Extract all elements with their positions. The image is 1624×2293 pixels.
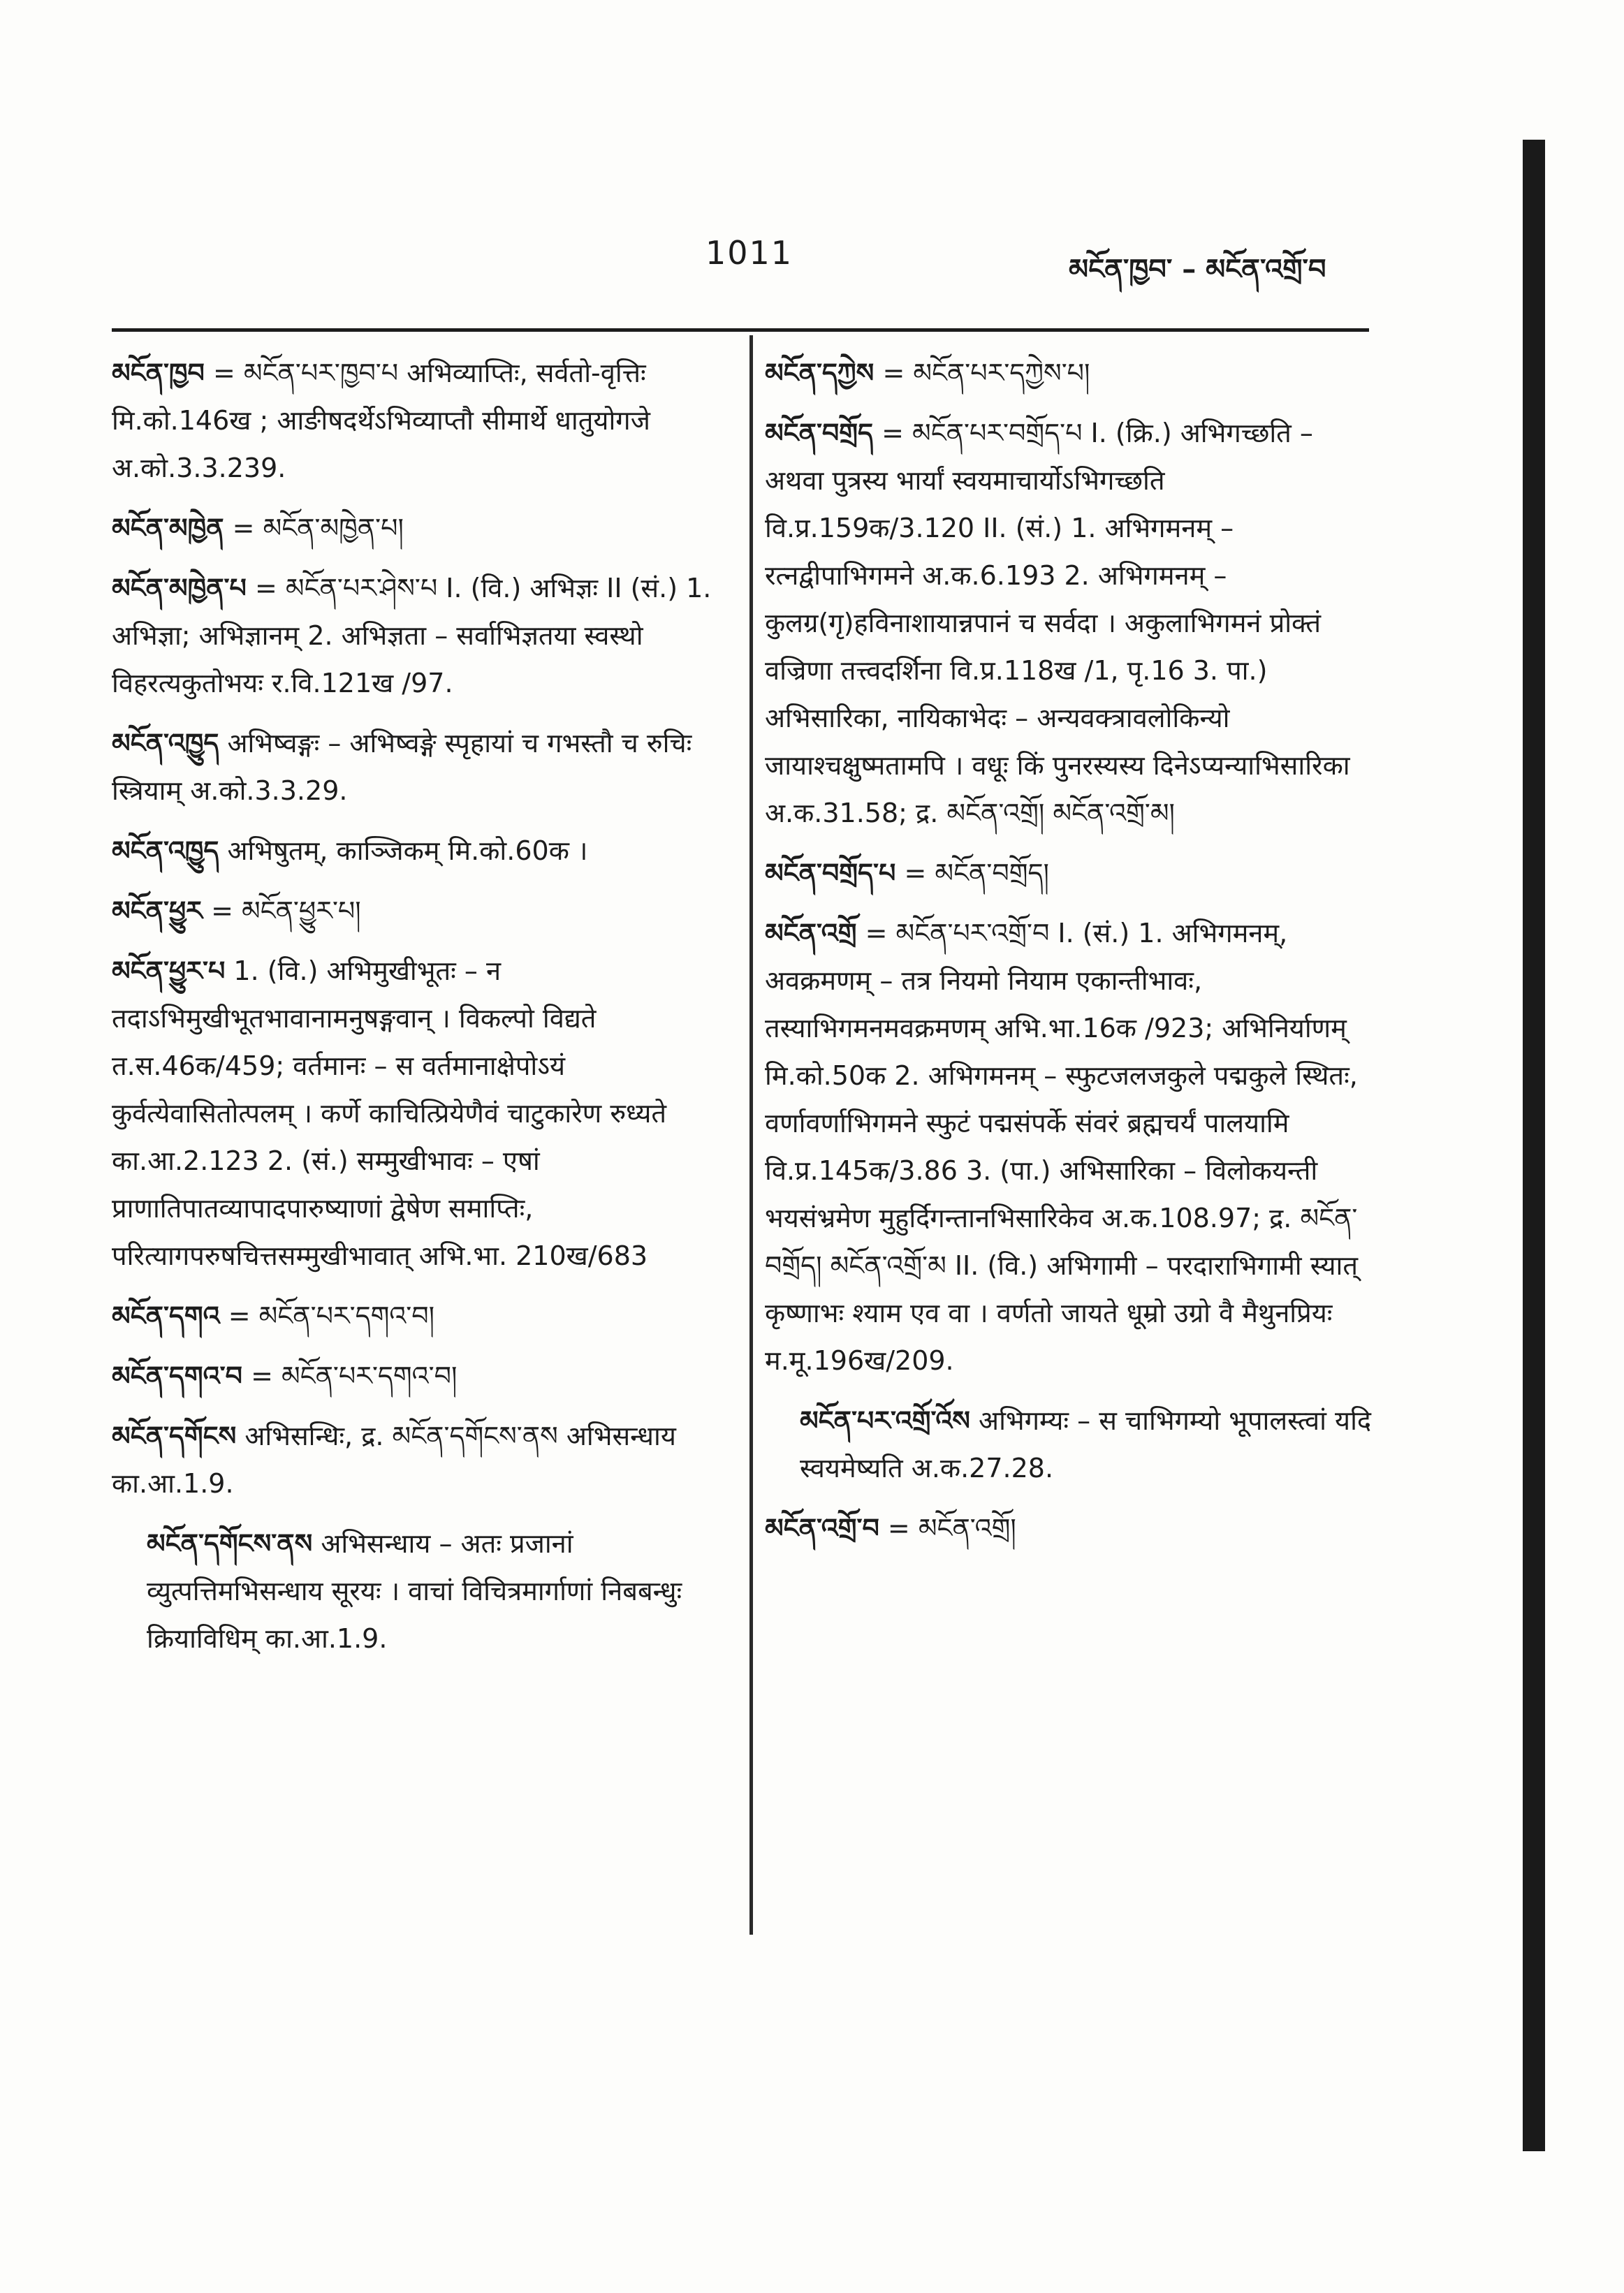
dictionary-entry	[112, 719, 719, 814]
entry-text: = མངོན་བགྲོད།	[904, 858, 1049, 888]
dictionary-entry	[112, 504, 719, 552]
entry-text: = མངོན་པར་ཤེས་པ I. (वि.) अभिज्ञः II (सं.) 1. अभिज्ञा; अभिज्ञानम् 2. अभिज्ञता – सर्वाभिज्ञतया स्वस्थो विहरत्यकुतोभयः र.वि.121ख /97.	[112, 573, 712, 698]
entry-headword: མངོན་འགྲོ་བ	[765, 1513, 879, 1544]
dictionary-entry	[765, 409, 1380, 837]
entry-headword: མངོན་མཁྱེན་པ	[112, 573, 247, 603]
dictionary-entry	[765, 849, 1380, 897]
entry-headword: མངོན་འགྲོ	[765, 918, 857, 948]
dictionary-entry	[765, 349, 1380, 397]
dictionary-entry	[112, 947, 719, 1280]
dictionary-entry	[112, 564, 719, 707]
entry-text: अभिगम्यः – स चाभिगम्यो भूपालस्त्वां यदि स्वयमेष्यति अ.क.27.28.	[800, 1405, 1372, 1484]
entry-text: अभिष्वङ्गः – अभिष्वङ्गे स्पृहायां च गभस्तौ च रुचिः स्त्रियाम् अ.को.3.3.29.	[112, 728, 692, 806]
dictionary-entry	[112, 1412, 719, 1507]
dictionary-entry	[765, 1397, 1380, 1492]
entry-headword: མངོན་འཁྱུད	[112, 728, 219, 759]
entry-text: अभिषुतम्, काञ्जिकम् मि.को.60क ।	[227, 835, 588, 866]
entry-text: = མངོན་པར་བགྲོད་པ I. (क्रि.) अभिगच्छति – अथवा पुत्रस्य भार्यां स्वयमाचार्योऽभिगच्छति वि.प्र.159क/3.120 II. (सं.) 1. अभिगमनम् – रत्नद्वीपाभिगमने अ.क.6.193 2. अभिगमनम् – कुलग्र(गृ)हविनाशायान्नपानं च सर्वदा । अकुलाभिगमनं प्रोक्तं वज्रिणा तत्त्वदर्शिना वि.प्र.118ख /1, पृ.16 3. पा.) अभिसारिका, नायिकाभेदः – अन्यवक्त्रावलोकिन्यो जायाश्चक्षुष्मतामपि । वधूः किं पुनरस्यस्य दिनेऽप्यन्याभिसारिका अ.क.31.58; द्र. མངོན་འགྲོ། མངོན་འགྲོ་མ།	[765, 418, 1350, 828]
entry-text: अभिसन्धिः, द्र. མངོན་དགོངས་ནས अभिसन्धाय का.आ.1.9.	[112, 1421, 676, 1499]
top-rule	[112, 328, 1369, 332]
entry-text: = མངོན་པར་འགྲོ་བ I. (सं.) 1. अभिगमनम्, अवक्रमणम् – तत्र नियमो नियाम एकान्तीभावः, तस्याभिगमनमवक्रमणम् अभि.भा.16क /923; अभिनिर्याणम् मि.को.50क 2. अभिगमनम् – स्फुटजलजकुले पद्मकुले स्थितः, वर्णावर्णाभिगमने स्फुटं पद्मसंपर्के संवरं ब्रह्मचर्यं पालयामि वि.प्र.145क/3.86 3. (पा.) अभिसारिका – विलोकयन्ती भयसंभ्रमेण मुहुर्दिगन्तानभिसारिकेव अ.क.108.97; द्र. མངོན་བགྲོད། མངོན་འགྲོ་མ II. (वि.) अभिगामी – परदाराभिगामी स्यात् कृष्णाभः श्याम एव वा । वर्णतो जायते धूम्रो उग्रो वै मैथुनप्रियः म.मू.196ख/209.	[765, 918, 1359, 1376]
entry-text: = མངོན་མཁྱེན་པ།	[232, 513, 404, 543]
column-divider	[749, 335, 753, 1935]
entry-headword: མངོན་དགའ་བ	[112, 1361, 242, 1391]
page-number: 1011	[705, 234, 793, 272]
page-edge-bar	[1523, 140, 1545, 2151]
dictionary-entry	[765, 1504, 1380, 1552]
dictionary-entry	[112, 827, 719, 874]
entry-headword: མངོན་འཁྱུད	[112, 835, 219, 866]
entry-headword: མངོན་བགྲོད་པ	[765, 858, 896, 888]
entry-text: अभिसन्धाय – अतः प्रजानां व्युत्पत्तिमभिसन्धाय सूरयः । वाचां विचित्रमार्गाणां निबबन्धुः क्रियाविधिम् का.आ.1.9.	[147, 1528, 682, 1654]
entry-headword: མངོན་དགའ	[112, 1301, 220, 1331]
running-head: མངོན་ཁྱབ་ – མངོན་འགྲོ་བ	[1069, 254, 1326, 286]
dictionary-entry	[112, 1520, 719, 1662]
dictionary-entry	[765, 909, 1380, 1384]
entry-headword: མངོན་ཕྱུར	[112, 895, 203, 926]
entry-headword: མངོན་མཁྱེན	[112, 513, 224, 543]
entry-headword: མངོན་དཀྱེས	[765, 358, 875, 388]
dictionary-entry	[112, 349, 719, 492]
entry-text: 1. (वि.) अभिमुखीभूतः – न तदाऽभिमुखीभूतभावानामनुषङ्गवान् । विकल्पो विद्यते त.स.46क/459; वर्तमानः – स वर्तमानाक्षेपोऽयं कुर्वत्येवासितोत्पलम् । कर्णे काचित्प्रियेणैवं चाटुकारेण रुध्यते का.आ.2.123 2. (सं.) सम्मुखीभावः – एषां प्राणातिपातव्यापादपारुष्याणां द्वेषेण समाप्तिः, परित्यागपरुषचित्तसम्मुखीभावात् अभि.भा. 210ख/683	[112, 955, 667, 1271]
entry-headword: མངོན་དགོངས་ནས	[147, 1528, 313, 1559]
entry-headword: མངོན་དགོངས	[112, 1421, 237, 1451]
entry-headword: མངོན་བགྲོད	[765, 418, 874, 448]
entry-text: = མངོན་པར་ཁྱབ་པ अभिव्याप्तिः, सर्वतो-वृत्तिः मि.को.146ख ; आङीषदर्थेऽभिव्याप्तौ सीमार्थे धातुयोगजे अ.को.3.3.239.	[112, 358, 650, 483]
entry-headword: མངོན་ཕྱུར་པ	[112, 955, 226, 986]
left-column	[112, 349, 719, 1675]
right-column	[765, 349, 1380, 1565]
entry-text: = མངོན་པར་དགའ་བ།	[228, 1301, 435, 1331]
entry-text: = མངོན་འགྲོ།	[887, 1513, 1016, 1544]
dictionary-entry	[112, 1292, 719, 1340]
entry-text: = མངོན་པར་དཀྱེས་པ།	[882, 358, 1090, 388]
dictionary-entry	[112, 1352, 719, 1400]
entry-text: = མངོན་པར་དགའ་བ།	[251, 1361, 458, 1391]
entry-headword: མངོན་པར་འགྲོ་འོས	[800, 1405, 970, 1436]
entry-text: = མངོན་ཕྱུར་པ།	[211, 895, 361, 926]
dictionary-entry	[112, 887, 719, 935]
entry-headword: མངོན་ཁྱབ	[112, 358, 205, 388]
